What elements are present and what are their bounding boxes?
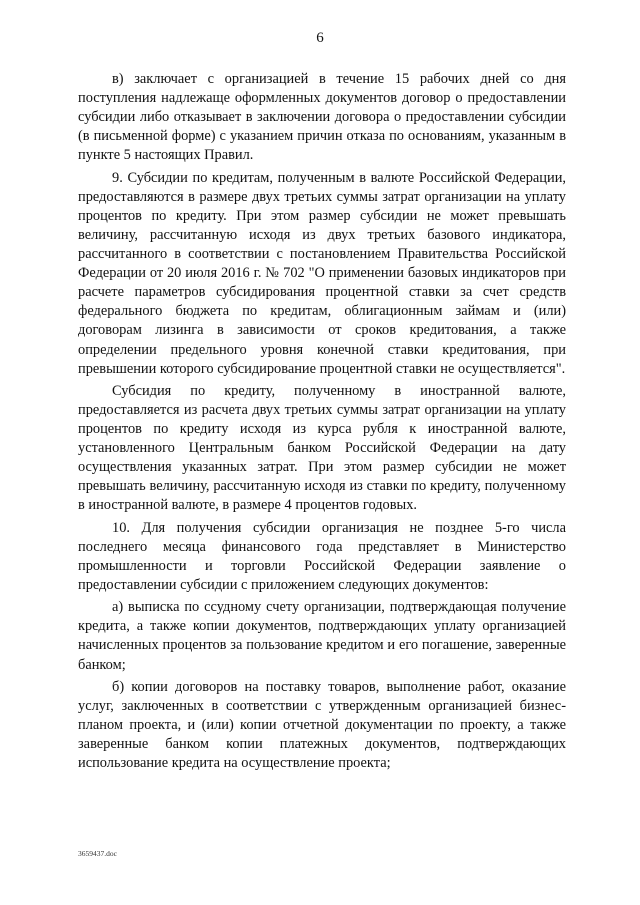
paragraph-9: 9. Субсидии по кредитам, полученным в валюте Российской Федерации, предоставляются в размере двух третьих суммы затрат организации на уплату процентов по кредиту. При этом размер субсидии не может превышать величину, рассчитанную исходя из двух третьих базового индикатора, рассчитанного в соответствии с постановлением Правительства Российской Федерации от 20 июля 2016 г. № 702 "О применении базовых индикаторов при расчете параметров субсидирования процентной ставки за счет средств федерального бюджета по кредитам, облигационным займам и (или) договорам лизинга в зависимости от сроков кредитования, а также определении предельного уровня конечной ставки кредитования, при превышении которого субсидирование процентной ставки не осуществляется". bbox=[78, 169, 566, 377]
page-number: 6 bbox=[316, 30, 324, 46]
footer-filename: 3659437.doc bbox=[78, 849, 117, 858]
paragraph-10b: б) копии договоров на поставку товаров, выполнение работ, оказание услуг, заключенных в соответствии с утвержденным организацией бизнес-планом проекта, и (или) копии отчетной документации по проекту, а также заверенные банком копии платежных документов, подтверждающих использование кредита на осуществление проекта; bbox=[78, 678, 566, 772]
paragraph-foreign-currency: Субсидия по кредиту, полученному в иностранной валюте, предоставляется из расчета двух третьих суммы затрат организации на уплату процентов по кредиту исходя из курса рубля к иностранной валюте, установленного Центральным банком Российской Федерации на дату осуществления указанных затрат. При этом размер субсидии не может превышать величину, рассчитанную исходя из ставки по кредиту, полученному в иностранной валюте, в размере 4 процентов годовых. bbox=[78, 382, 566, 514]
paragraph-10: 10. Для получения субсидии организация не позднее 5-го числа последнего месяца финансового года представляет в Министерство промышленности и торговли Российской Федерации заявление о предоставлении субсидии с приложением следующих документов: bbox=[78, 519, 566, 593]
paragraph-10a: а) выписка по ссудному счету организации, подтверждающая получение кредита, а также копии документов, подтверждающих уплату организацией начисленных процентов за пользование кредитом и его погашение, заверенные банком; bbox=[78, 599, 566, 673]
document-body bbox=[78, 70, 566, 777]
paragraph-3v: в) заключает с организацией в течение 15 рабочих дней со дня поступления надлежаще оформленных документов договор о предоставлении субсидии либо отказывает в заключении договора о предоставлении субсидии (в письменной форме) с указанием причин отказа по основаниям, указанным в пункте 5 настоящих Правил. bbox=[78, 71, 566, 164]
